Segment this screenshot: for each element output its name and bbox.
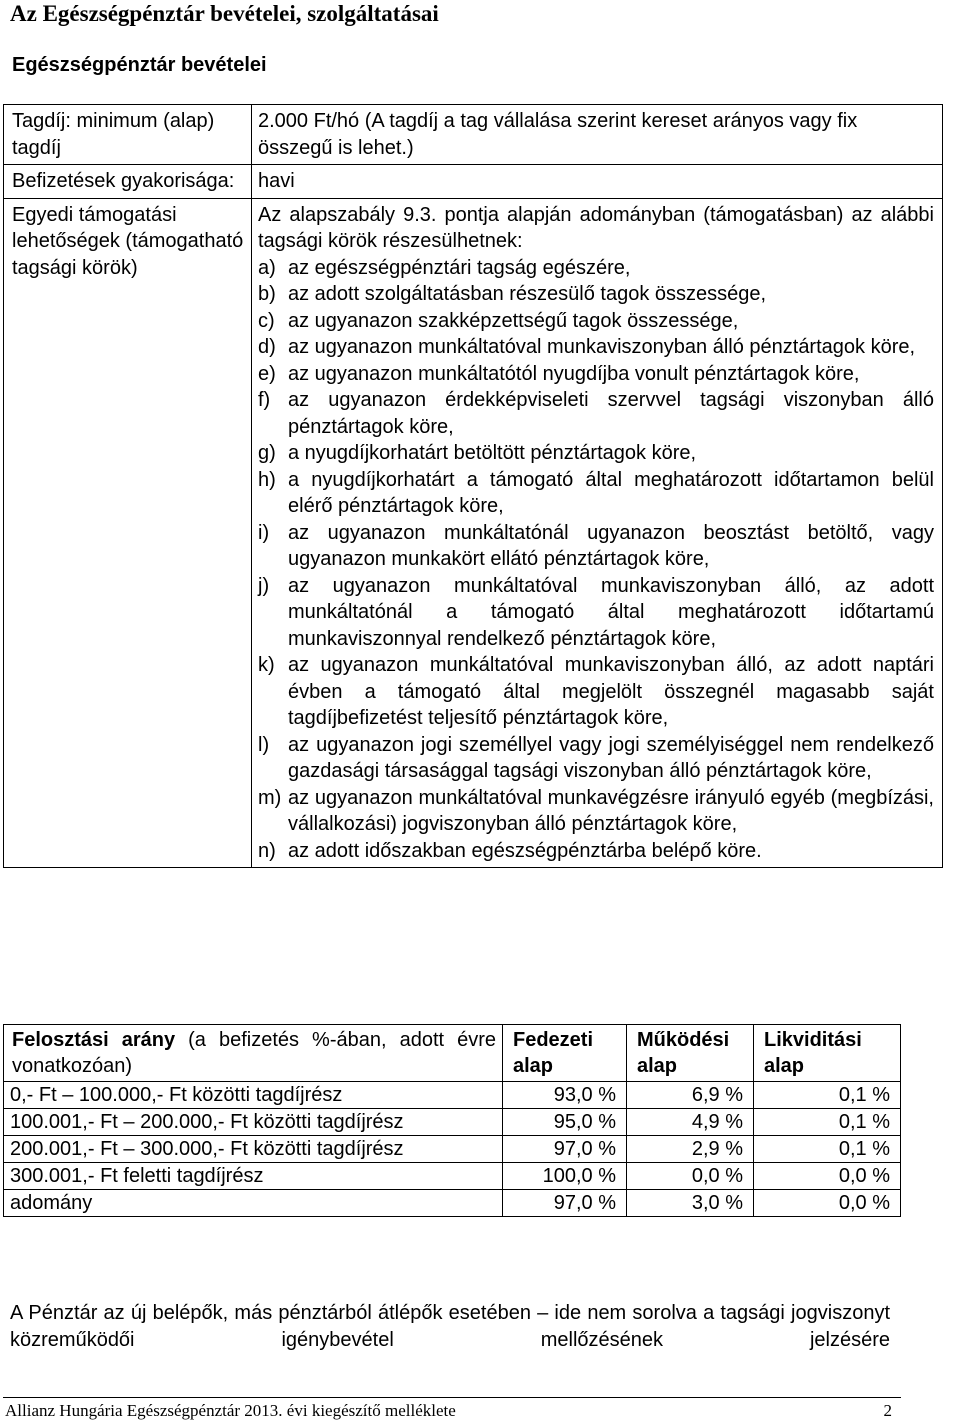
table-row xyxy=(4,105,943,165)
section-title: Egészségpénztár bevételei xyxy=(12,54,267,76)
distribution-header-rest: (a befizetés %-ában, adott évre vonatkozóan) xyxy=(12,1029,497,1077)
row-value: 95,0 % xyxy=(503,1109,627,1136)
list-item-marker: d) xyxy=(258,336,276,358)
distribution-table xyxy=(3,1024,901,1217)
list-item-marker: l) xyxy=(258,733,270,756)
row-value: 3,0 % xyxy=(627,1190,754,1217)
list-item-text: az adott szolgáltatásban részesülő tagok összessége, xyxy=(288,283,767,305)
list-item xyxy=(258,520,934,573)
row-value: 2,9 % xyxy=(627,1136,754,1163)
list-item-marker: j) xyxy=(258,574,270,597)
support-options-intro: Az alapszabály 9.3. pontja alapján adományban (támogatásban) az alábbi tagsági körök részesülhetnek: xyxy=(258,203,934,252)
distribution-header-cell xyxy=(4,1025,503,1082)
row-value: 97,0 % xyxy=(503,1136,627,1163)
list-item-text: az ugyanazon munkáltatóval munkaviszonyban álló, az adott munkáltatónál a támogató által meghatározott időtartamú munkaviszonnyal rendelkező pénztártagok köre, xyxy=(288,574,934,650)
list-item xyxy=(258,255,934,282)
distribution-rows xyxy=(4,1082,901,1217)
list-item-text: az ugyanazon munkáltatóval munkaviszonyban álló, az adott naptári évben a támogató által megjelölt összegnél magasabb saját tagdíjbefizetést teljesítő pénztártagok köre, xyxy=(288,654,934,729)
list-item-marker: g) xyxy=(258,442,276,464)
list-item-text: az ugyanazon jogi személlyel vagy jogi személyiséggel nem rendelkező gazdasági társasággal tagsági viszonyban álló pénztártagok köre, xyxy=(288,733,934,782)
row-value: 100,0 % xyxy=(503,1163,627,1190)
list-item-text: az ugyanazon munkáltatótól nyugdíjba vonult pénztártagok köre, xyxy=(288,362,860,385)
column-header-operating: Működési alap xyxy=(627,1025,754,1082)
list-item-marker: f) xyxy=(258,389,271,411)
table-row xyxy=(4,1136,901,1163)
list-item-text: az ugyanazon szakképzettségű tagok összessége, xyxy=(288,309,739,332)
list-item xyxy=(258,387,934,440)
list-item xyxy=(258,467,934,520)
page-number: 2 xyxy=(883,1401,892,1420)
row-value: 4,9 % xyxy=(627,1109,754,1136)
table-row xyxy=(4,198,943,868)
list-item xyxy=(258,652,934,732)
list-item-marker: h) xyxy=(258,468,276,491)
revenue-info-table xyxy=(3,104,943,868)
distribution-header-row xyxy=(4,1025,901,1082)
list-item-text: az adott időszakban egészségpénztárba belépő köre. xyxy=(288,839,762,862)
list-item-marker: i) xyxy=(258,521,270,544)
payment-frequency-label: Befizetések gyakorisága: xyxy=(4,165,252,199)
membership-fee-value: 2.000 Ft/hó (A tagdíj a tag vállalása szerint kereset arányos vagy fix összegű is lehet.) xyxy=(252,105,943,165)
list-item-text: a nyugdíjkorhatárt a támogató által meghatározott időtartamon belül elérő pénztártagok köre, xyxy=(288,468,934,517)
row-value: 0,0 % xyxy=(627,1163,754,1190)
table-row xyxy=(4,165,943,199)
list-item xyxy=(258,785,934,838)
support-options-label: Egyedi támogatási lehetőségek (támogatható tagsági körök) xyxy=(4,198,252,868)
list-item-marker: n) xyxy=(258,839,276,862)
list-item-marker: a) xyxy=(258,256,276,279)
column-header-liquidity: Likviditási alap xyxy=(754,1025,901,1082)
list-item xyxy=(258,838,934,865)
column-header-coverage: Fedezeti alap xyxy=(503,1025,627,1082)
list-item xyxy=(258,440,934,467)
row-value: 0,1 % xyxy=(754,1082,901,1109)
list-item-marker: m) xyxy=(258,786,282,809)
list-item xyxy=(258,281,934,308)
list-item-text: az ugyanazon munkáltatónál ugyanazon beosztást betöltő, vagy ugyanazon munkakört ellátó pénztártagok köre, xyxy=(288,521,934,570)
row-label: adomány xyxy=(4,1190,503,1217)
footer-text: Allianz Hungária Egészségpénztár 2013. évi kiegészítő melléklete xyxy=(5,1401,456,1420)
list-item-marker: b) xyxy=(258,283,276,305)
payment-frequency-value: havi xyxy=(252,165,943,199)
row-value: 6,9 % xyxy=(627,1082,754,1109)
row-value: 0,1 % xyxy=(754,1109,901,1136)
row-value: 0,0 % xyxy=(754,1163,901,1190)
table-row xyxy=(4,1163,901,1190)
row-label: 0,- Ft – 100.000,- Ft közötti tagdíjrész xyxy=(4,1082,503,1109)
row-value: 0,0 % xyxy=(754,1190,901,1217)
page-title: Az Egészségpénztár bevételei, szolgáltatásai xyxy=(10,1,439,26)
list-item-marker: k) xyxy=(258,654,275,676)
membership-fee-label: Tagdíj: minimum (alap) tagdíj xyxy=(4,105,252,165)
list-item-text: az egészségpénztári tagság egészére, xyxy=(288,256,631,279)
list-item xyxy=(258,361,934,388)
list-item-marker: c) xyxy=(258,309,275,332)
row-label: 100.001,- Ft – 200.000,- Ft közötti tagdíjrész xyxy=(4,1109,503,1136)
list-item xyxy=(258,334,934,361)
list-item-text: az ugyanazon érdekképviseleti szervvel tagsági viszonyban álló pénztártagok köre, xyxy=(288,389,934,438)
list-item xyxy=(258,732,934,785)
table-row xyxy=(4,1082,901,1109)
list-item xyxy=(258,573,934,653)
list-item-marker: e) xyxy=(258,362,276,385)
row-label: 300.001,- Ft feletti tagdíjrész xyxy=(4,1163,503,1190)
row-value: 0,1 % xyxy=(754,1136,901,1163)
row-value: 93,0 % xyxy=(503,1082,627,1109)
list-item-text: az ugyanazon munkáltatóval munkavégzésre irányuló egyéb (megbízási, vállalkozási) jogviszonyban álló pénztártagok köre, xyxy=(288,786,934,835)
footer-divider xyxy=(3,1397,901,1398)
table-row xyxy=(4,1109,901,1136)
table-row xyxy=(4,1190,901,1217)
list-item-text: az ugyanazon munkáltatóval munkaviszonyban álló pénztártagok köre, xyxy=(288,336,916,358)
support-options-value xyxy=(252,198,943,868)
distribution-header-bold: Felosztási arány xyxy=(12,1029,176,1051)
support-groups-list xyxy=(258,255,934,865)
row-label: 200.001,- Ft – 300.000,- Ft közötti tagdíjrész xyxy=(4,1136,503,1163)
note-paragraph: A Pénztár az új belépők, más pénztárból átlépők esetében – ide nem sorolva a tagsági jogviszonyt közreműködői igénybevétel mellőzésének jelzésére xyxy=(10,1302,890,1351)
list-item xyxy=(258,308,934,335)
row-value: 97,0 % xyxy=(503,1190,627,1217)
list-item-text: a nyugdíjkorhatárt betöltött pénztártagok köre, xyxy=(288,442,697,464)
